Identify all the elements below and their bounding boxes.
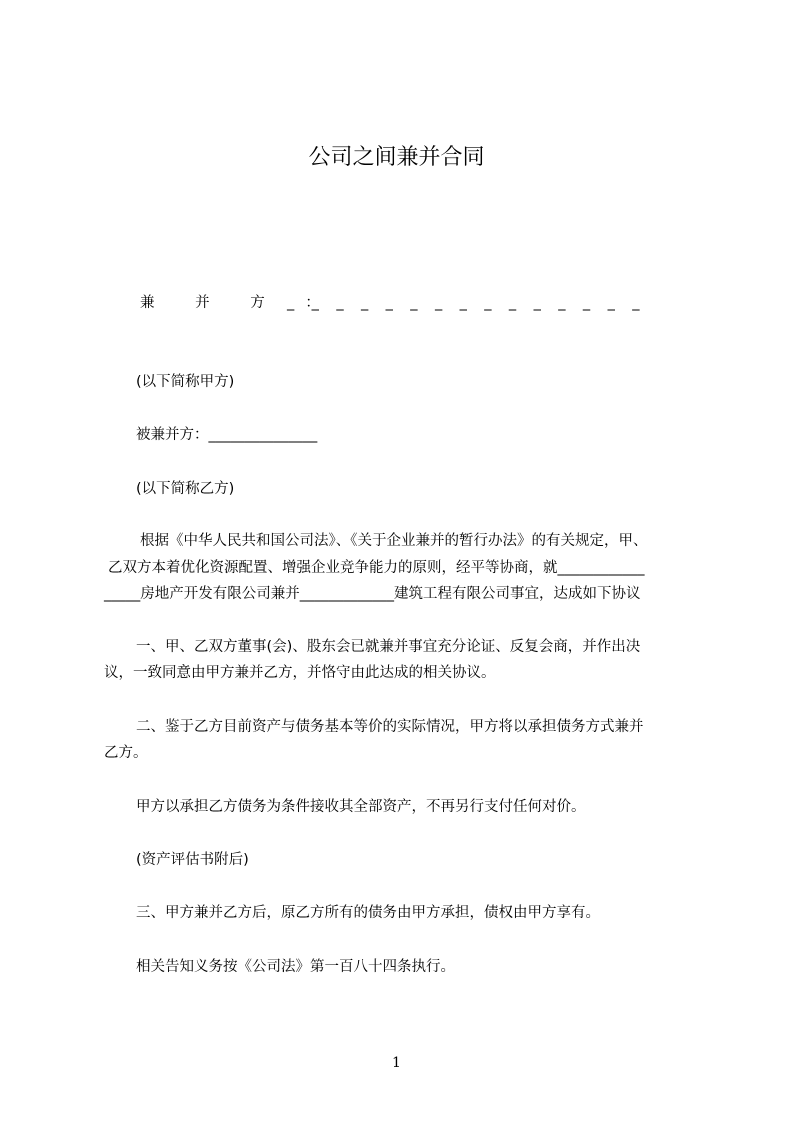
party-b-line [136, 425, 317, 445]
preamble-line-3: _____房地产开发有限公司兼并_____________建筑工程有限公司事宜，达成如下协议 [104, 586, 641, 602]
clause-3-detail: 相关告知义务按《公司法》第一百八十四条执行。 [136, 959, 455, 975]
preamble-line-2: 乙双方本着优化资源配置、增强企业竞争能力的原则，经平等协商，就____________ [108, 560, 645, 576]
clause-1-line-1: 一、甲、乙双方董事(会)、股东会已就兼并事宜充分论证、反复会商，并作出决 [136, 639, 641, 655]
preamble-line-1: 根据《中华人民共和国公司法》、《关于企业兼并的暂行办法》的有关规定，甲、 [140, 533, 648, 549]
clause-2-attachment: (资产评估书附后) [136, 852, 249, 868]
clause-2-line-1: 二、鉴于乙方目前资产与债务基本等价的实际情况，甲方将以承担债务方式兼并 [136, 719, 644, 735]
clause-2-detail: 甲方以承担乙方债务为条件接收其全部资产，不再另行支付任何对价。 [136, 799, 586, 815]
party-b-label: 被兼并方： [136, 427, 209, 443]
party-a-note: (以下简称甲方) [136, 374, 235, 390]
page-number: 1 [392, 1055, 401, 1071]
document-title: 公司之间兼并合同 [308, 145, 485, 170]
party-a-blank: _ _ _ _ _ _ _ _ _ _ _ _ _ _ _ [287, 295, 646, 311]
party-b-blank: _______________ [208, 427, 318, 443]
party-a-label-text: 兼 并 方 ： [140, 295, 338, 311]
clause-1-line-2: 议，一致同意由甲方兼并乙方，并恪守由此达成的相关协议。 [104, 665, 496, 681]
clause-3: 三、甲方兼并乙方后，原乙方所有的债务由甲方承担，债权由甲方享有。 [136, 905, 600, 921]
party-b-note: (以下简称乙方) [136, 481, 235, 497]
clause-2-line-2: 乙方。 [104, 745, 148, 761]
